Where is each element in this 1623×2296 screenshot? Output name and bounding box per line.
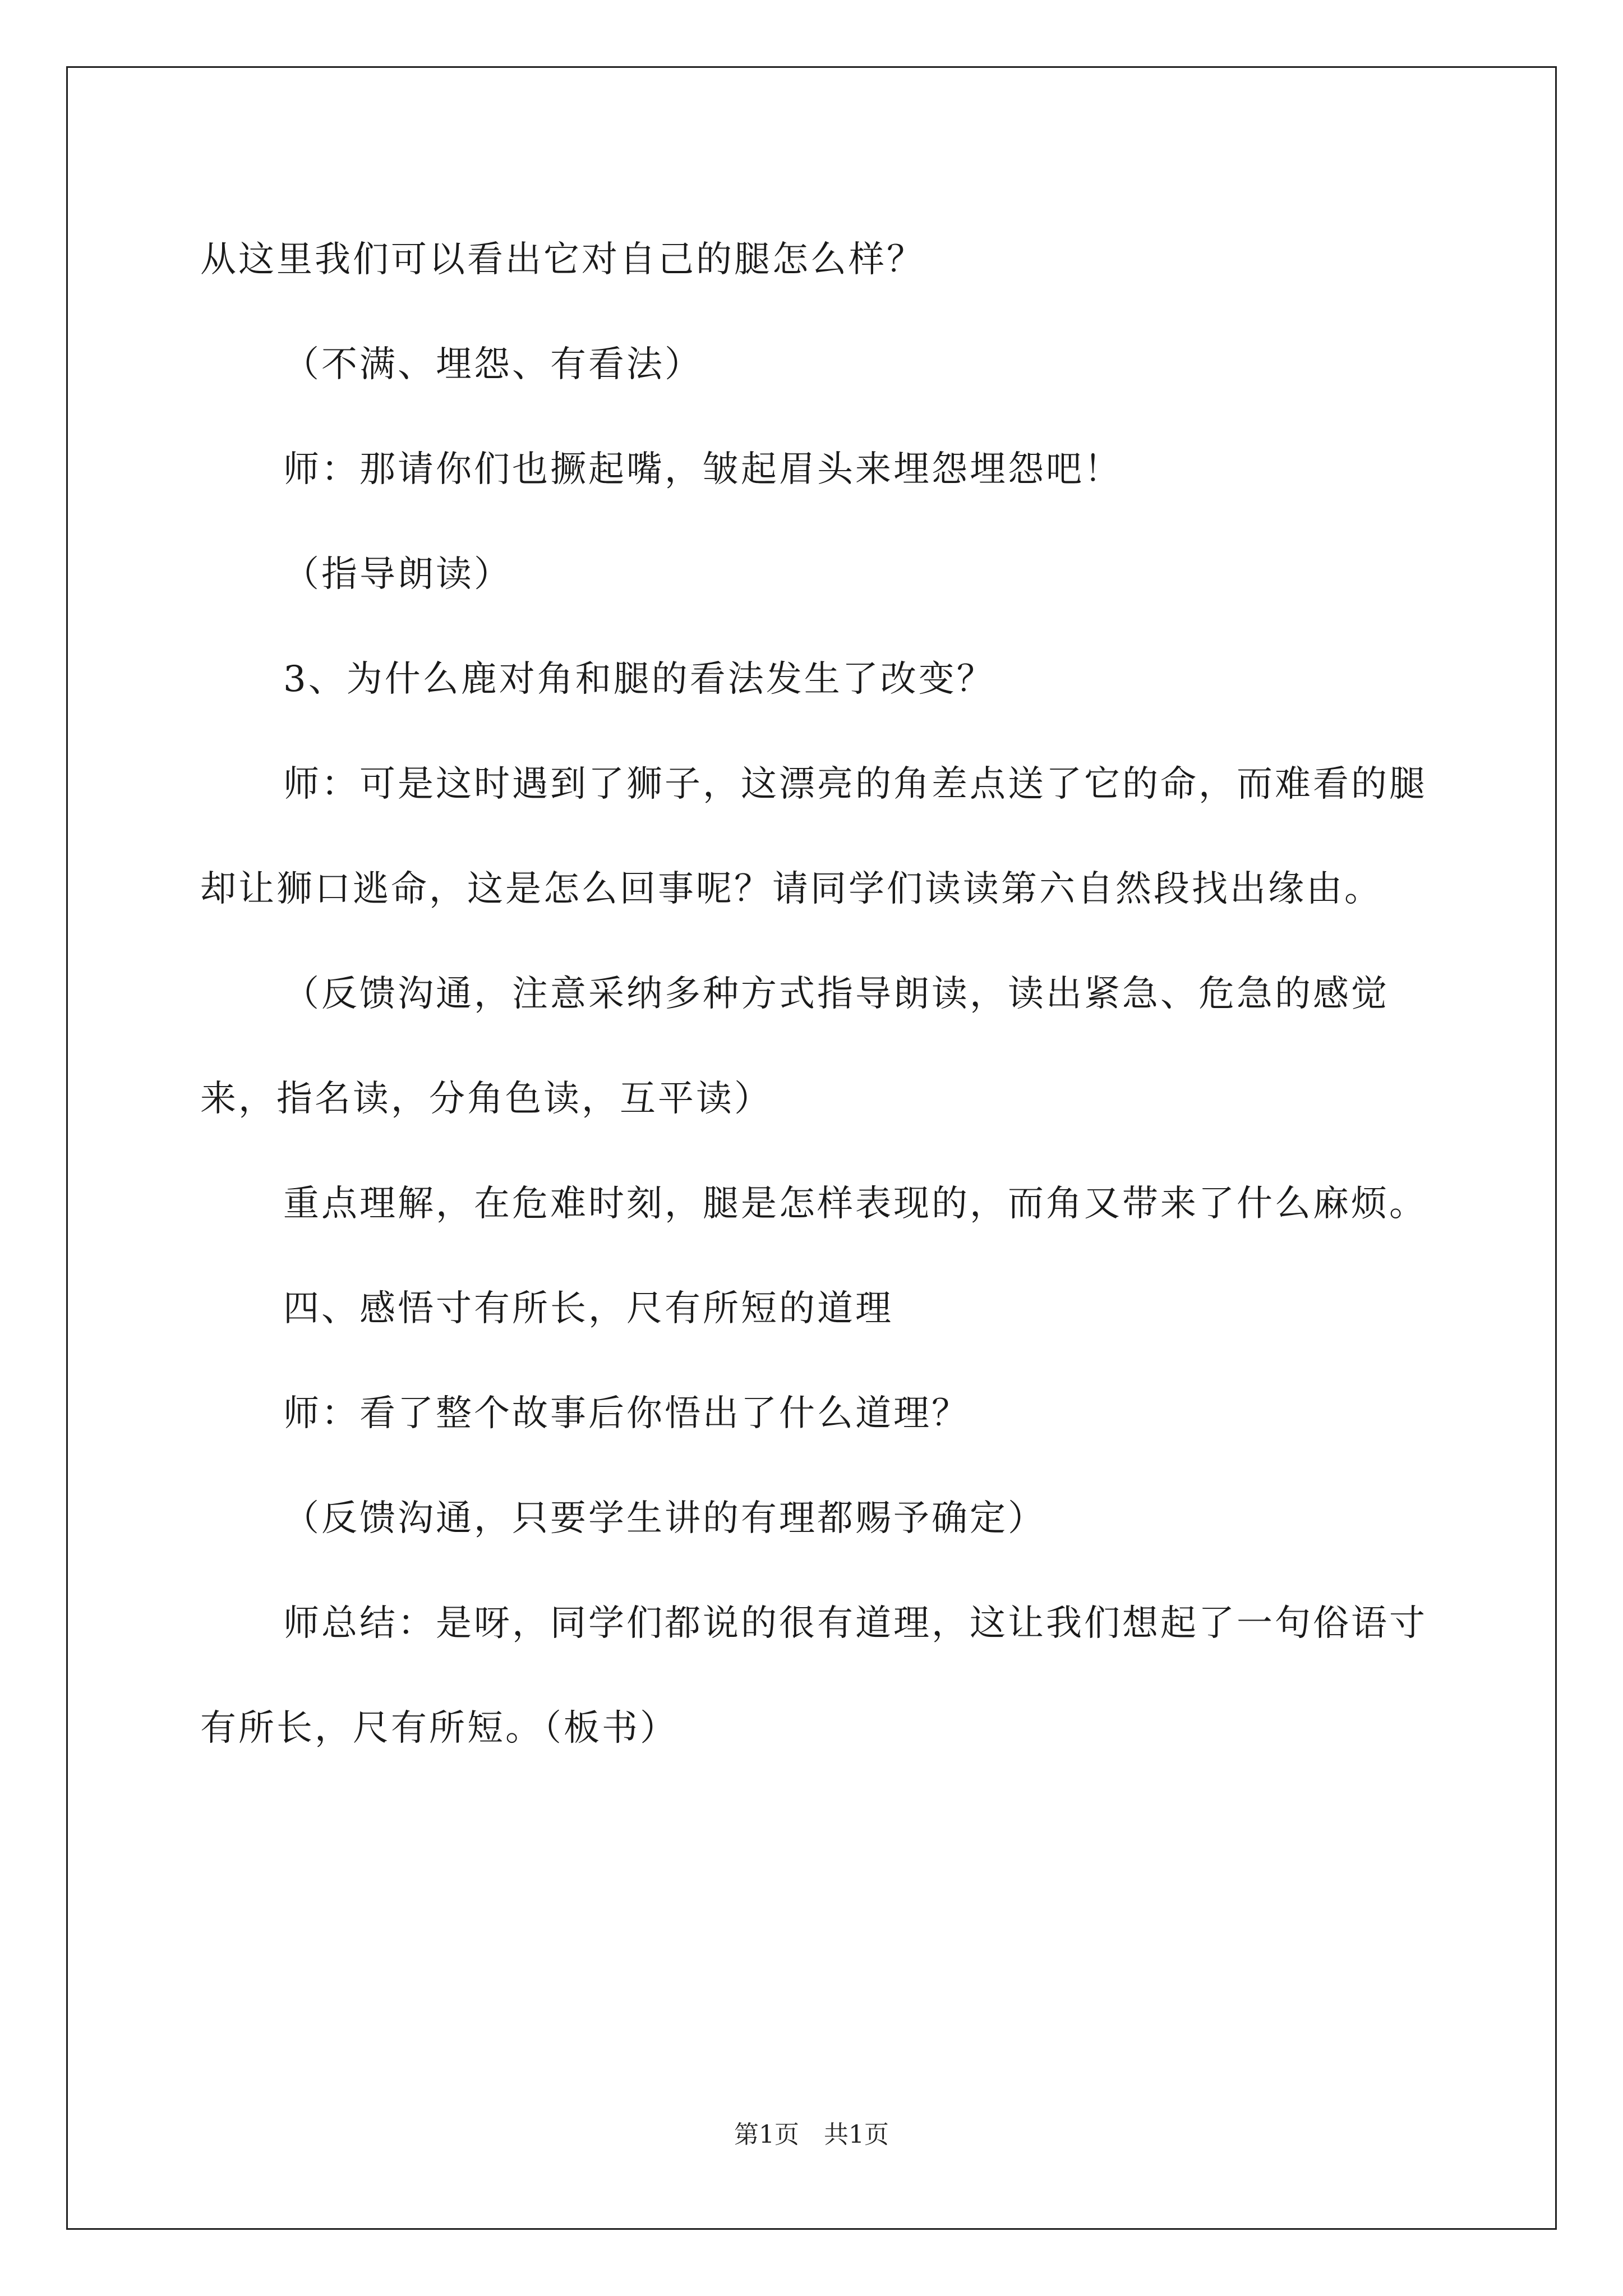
paragraph-4: （指导朗读） — [283, 554, 512, 595]
paragraph-7: （反馈沟通，注意采纳多种方式指导朗读，读出紧急、危急的感觉来，指名读，分角色读，互平读） — [200, 973, 1389, 1120]
paragraph-10: 师：看了整个故事后你悟出了什么道理？ — [283, 1393, 970, 1434]
paragraph-6: 师：可是这时遇到了狮子，这漂亮的角差点送了它的命，而难看的腿却让狮口逃命，这是怎么回事呢？请同学们读读第六自然段找出缘由。 — [200, 763, 1427, 910]
paragraph-11: （反馈沟通，只要学生讲的有理都赐予确定） — [283, 1498, 1046, 1539]
paragraph-9: 四、感悟寸有所长，尺有所短的道理 — [283, 1288, 893, 1329]
paragraph-8: 重点理解，在危难时刻，腿是怎样表现的，而角又带来了什么麻烦。 — [283, 1183, 1427, 1225]
document-body — [200, 208, 1428, 1781]
paragraph-2: （不满、埋怨、有看法） — [283, 344, 703, 385]
paragraph-1: 从这里我们可以看出它对自己的腿怎么样？ — [200, 239, 925, 280]
paragraph-5: 3、为什么鹿对角和腿的看法发生了改变？ — [283, 659, 995, 700]
page-footer: 第1页 共1页 — [734, 2120, 889, 2149]
paragraph-3: 师：那请你们也撅起嘴，皱起眉头来埋怨埋怨吧！ — [283, 449, 1122, 490]
paragraph-12: 师总结：是呀，同学们都说的很有道理，这让我们想起了一句俗语寸有所长，尺有所短。（板书） — [200, 1603, 1427, 1749]
